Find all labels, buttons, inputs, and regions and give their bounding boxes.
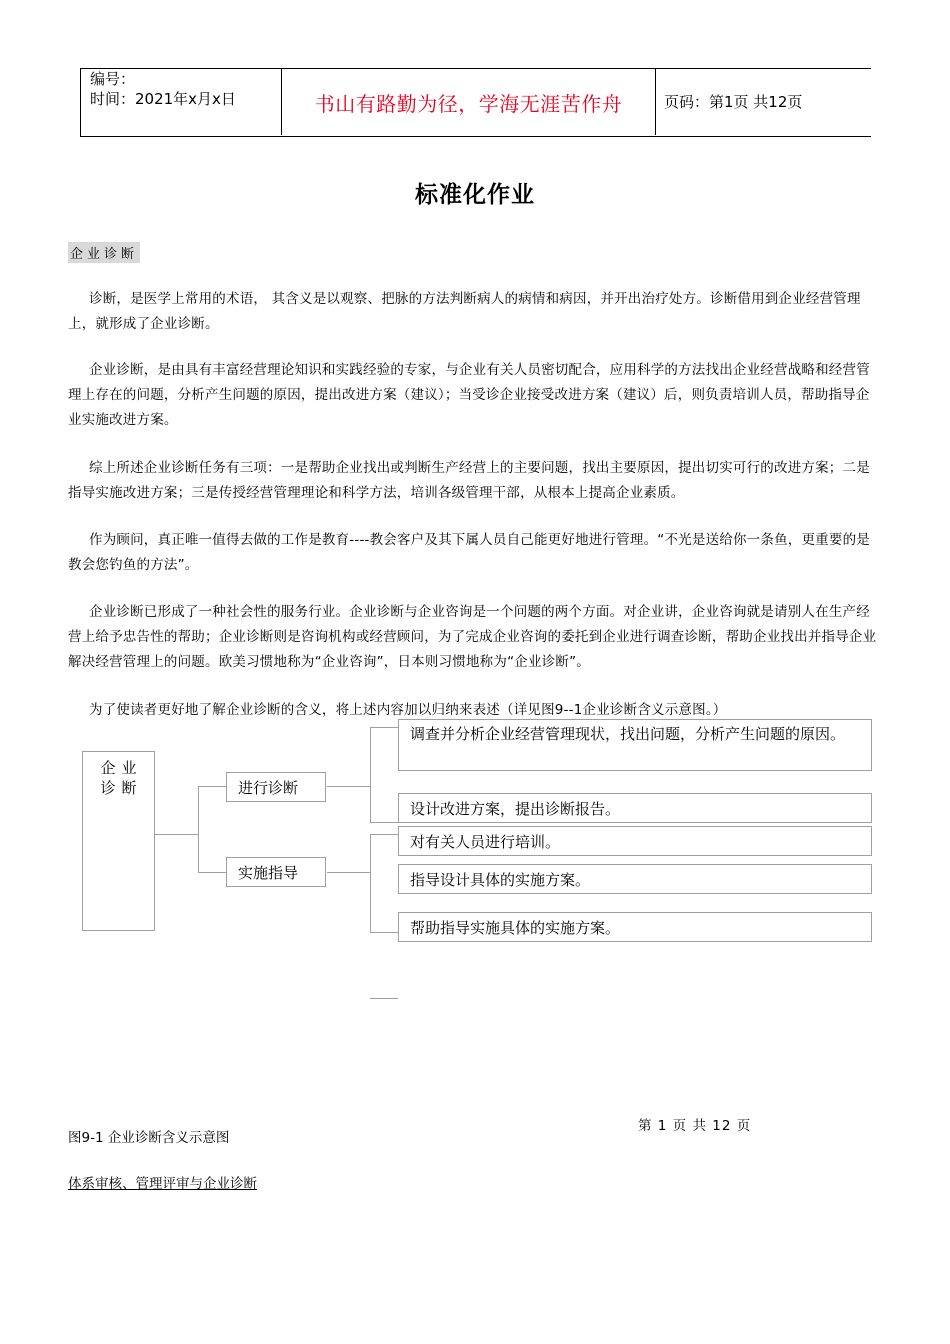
connector	[370, 932, 398, 933]
diagram-root-label: 企业诊断	[100, 759, 143, 797]
connector	[327, 786, 370, 787]
diagram-branch-box: 进行诊断	[226, 772, 326, 802]
connector	[154, 834, 198, 835]
page-footer: 第 1 页 共 12 页	[638, 1118, 752, 1134]
header-divider	[655, 68, 656, 135]
diagram-leaf-box: 帮助指导实施具体的实施方案。	[398, 912, 872, 942]
connector	[370, 834, 371, 932]
connector	[370, 727, 398, 728]
paragraph: 作为顾问，真正唯一值得去做的工作是教育----教会客户及其下属人员自己能更好地进行管理。“不光是送给你一条鱼，更重要的是教会您钓鱼的方法”。	[68, 532, 870, 573]
connector	[370, 998, 398, 999]
connector	[198, 872, 226, 873]
connector	[198, 786, 226, 787]
paragraph: 综上所述企业诊断任务有三项：一是帮助企业找出或判断生产经营上的主要问题，找出主要原因，提出切实可行的改进方案；二是指导实施改进方案；三是传授经营管理理论和科学方法，培训各级管理干部，从根本上提高企业素质。	[68, 460, 870, 501]
motto: 书山有路勤为径，学海无涯苦作舟	[314, 92, 623, 116]
paragraph: 企业诊断已形成了一种社会性的服务行业。企业诊断与企业咨询是一个问题的两个方面。对企业讲，企业咨询就是请别人在生产经营上给予忠告性的帮助；企业诊断则是咨询机构或经营顾问，为了完成企业咨询的委托到企业进行调查诊断，帮助企业找出并指导企业解决经营管理上的问题。欧美习惯地称为“企业咨询”，日本则习惯地称为“企业诊断”。	[68, 604, 877, 670]
paragraph: 诊断，是医学上常用的术语， 其含义是以观察、把脉的方法判断病人的病情和病因，并开出治疗处方。诊断借用到企业经营管理上，就形成了企业诊断。	[68, 291, 861, 332]
diagram-root-box	[82, 751, 155, 931]
figure-caption: 图9-1 企业诊断含义示意图	[68, 1130, 230, 1146]
diagram-leaf-box: 调查并分析企业经营管理现状，找出问题，分析产生问题的原因。	[398, 719, 872, 771]
section-tag: 企业诊断	[68, 242, 140, 263]
page-title: 标准化作业	[415, 182, 535, 208]
diagram-leaf-box: 指导设计具体的实施方案。	[398, 864, 872, 894]
diagram-leaf-box: 设计改进方案，提出诊断报告。	[398, 793, 872, 823]
page-code: 页码：第1页 共12页	[664, 93, 803, 111]
connector	[198, 786, 199, 872]
diagram-leaf-box: 对有关人员进行培训。	[398, 826, 872, 856]
connector	[370, 727, 371, 822]
section-heading-link[interactable]: 体系审核、管理评审与企业诊断	[68, 1176, 257, 1192]
time-label: 时间：2021年x月x日	[90, 90, 236, 108]
diagram-branch-box: 实施指导	[226, 857, 326, 887]
connector	[370, 834, 398, 835]
connector	[327, 872, 370, 873]
serial-label: 编号：	[90, 70, 136, 88]
connector	[370, 822, 398, 823]
paragraph: 企业诊断，是由具有丰富经营理论知识和实践经验的专家，与企业有关人员密切配合，应用科学的方法找出企业经营战略和经营管理上存在的问题，分析产生问题的原因，提出改进方案（建议）；当受诊企业接受改进方案（建议）后，则负责培训人员，帮助指导企业实施改进方案。	[68, 362, 870, 428]
paragraph: 为了使读者更好地了解企业诊断的含义，将上述内容加以归纳来表述（详见图9--1企业诊断含义示意图。）	[89, 702, 727, 718]
